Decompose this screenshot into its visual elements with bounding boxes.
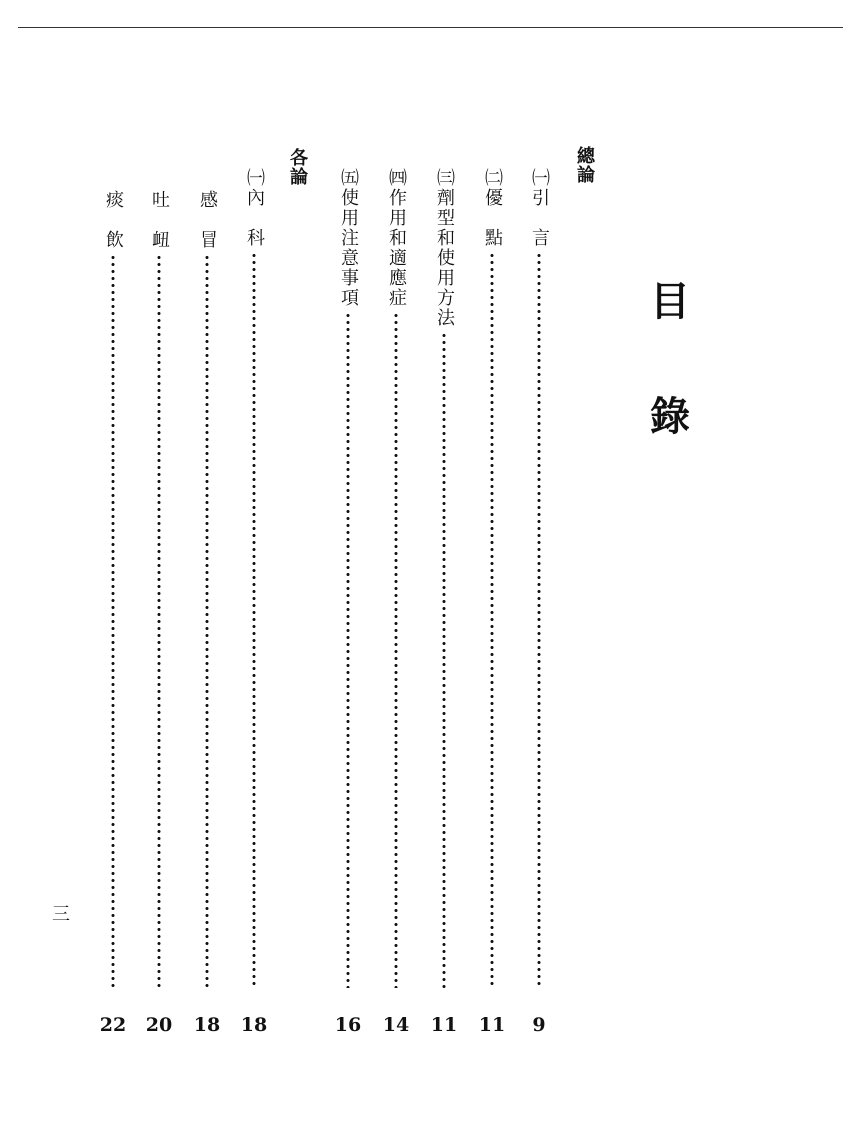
page-number: 11	[430, 1014, 458, 1036]
toc-entry-label: 感 冒	[197, 190, 218, 250]
toc-entry[interactable]	[194, 190, 220, 988]
toc-entry-label: ㈤使用注意事項	[338, 168, 359, 308]
toc-entry-label: 痰 飲	[103, 190, 124, 250]
toc-entry[interactable]	[241, 168, 267, 988]
title-char-1: 目	[650, 279, 690, 325]
dot-leader	[537, 252, 541, 988]
toc-entry[interactable]	[146, 190, 172, 988]
toc-entry[interactable]	[100, 190, 126, 988]
page-number: 16	[334, 1014, 362, 1036]
page-number: 22	[99, 1014, 127, 1036]
page-number: 18	[240, 1014, 268, 1036]
page-number: 18	[193, 1014, 221, 1036]
toc-entry[interactable]	[431, 168, 457, 988]
toc-entry-label: ㈢劑型和使用方法	[434, 168, 455, 328]
dot-leader	[205, 254, 209, 988]
dot-leader	[346, 312, 350, 988]
toc-entry-label: ㈡優 點	[482, 168, 503, 248]
toc-entry-label: 吐 衄	[149, 190, 170, 250]
dot-leader	[252, 252, 256, 988]
section-heading-specific: 各論	[287, 148, 308, 186]
page-number: 20	[145, 1014, 173, 1036]
page-number: 9	[532, 1014, 546, 1036]
dot-leader	[442, 332, 446, 988]
toc-entry-label: ㈠引 言	[529, 168, 550, 248]
folio-number: 三	[52, 904, 70, 925]
toc-entry-label: ㈣作用和適應症	[386, 168, 407, 308]
dot-leader	[394, 312, 398, 988]
toc-entry[interactable]	[479, 168, 505, 988]
dot-leader	[490, 252, 494, 988]
top-rule	[18, 27, 843, 28]
toc-entry-label: ㈠內 科	[244, 168, 265, 248]
toc-entry[interactable]	[526, 168, 552, 988]
page-number: 11	[478, 1014, 506, 1036]
toc-entry[interactable]	[383, 168, 409, 988]
page-number: 14	[382, 1014, 410, 1036]
dot-leader	[157, 254, 161, 988]
dot-leader	[111, 254, 115, 988]
section-heading-general: 總論	[574, 146, 595, 184]
title-char-2: 錄	[650, 394, 690, 440]
toc-entry[interactable]	[335, 168, 361, 988]
